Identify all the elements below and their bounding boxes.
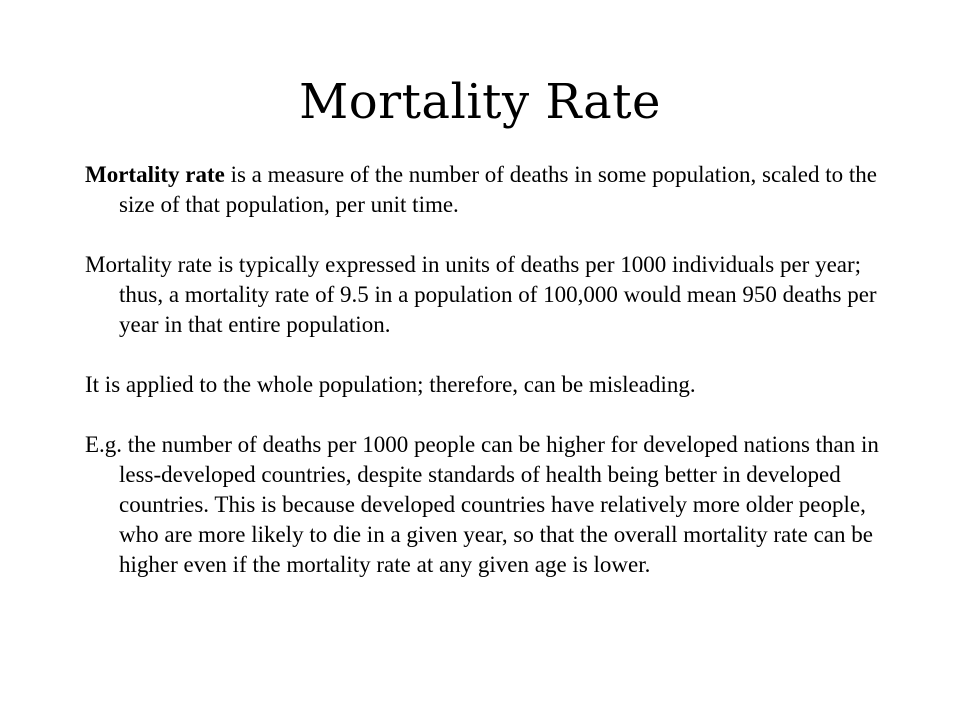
caveat-paragraph: It is applied to the whole population; therefore, can be misleading. bbox=[85, 372, 696, 397]
example-paragraph: E.g. the number of deaths per 1000 people can be higher for developed nations than in less-developed countries, despite standards of health being better in developed countries. This is because developed countries have relatively more older people, who are more likely to die in a given year, so that the overall mortality rate can be higher even if the mortality rate at any given age is lower. bbox=[85, 432, 879, 577]
units-paragraph: Mortality rate is typically expressed in units of deaths per 1000 individuals per year; thus, a mortality rate of 9.5 in a population of 100,000 would mean 950 deaths per year in that entire population. bbox=[85, 252, 877, 337]
definition-paragraph bbox=[85, 160, 885, 220]
slide-body bbox=[85, 160, 885, 580]
definition-text: is a measure of the number of deaths in some population, scaled to the size of that population, per unit time. bbox=[119, 162, 877, 217]
defined-term: Mortality rate bbox=[85, 162, 225, 187]
slide-title: Mortality Rate bbox=[299, 74, 661, 130]
